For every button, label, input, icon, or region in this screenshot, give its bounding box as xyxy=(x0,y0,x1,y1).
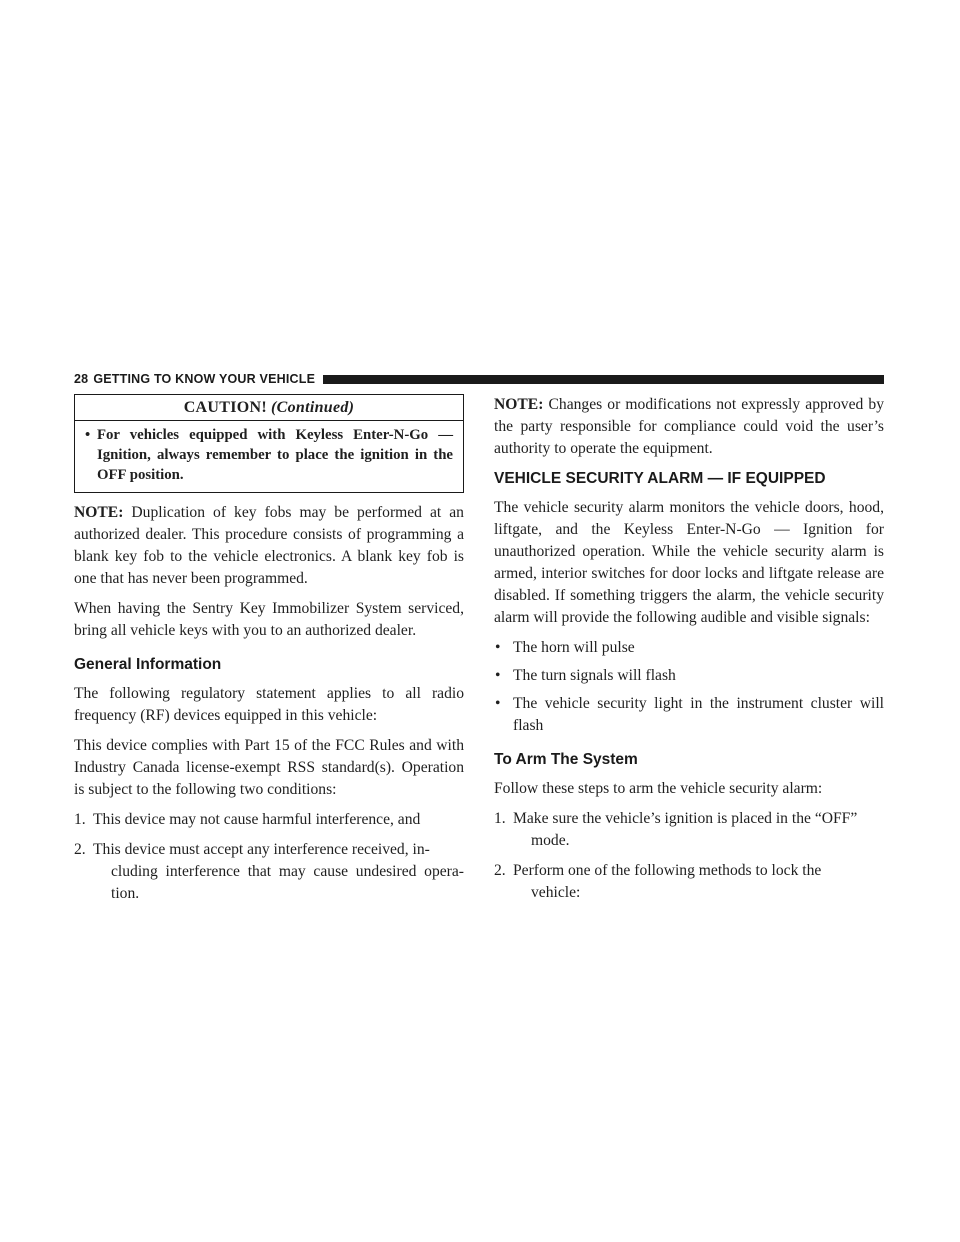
left-column xyxy=(74,394,464,913)
step-item xyxy=(494,808,884,852)
heading-general-information: General Information xyxy=(74,656,222,673)
page-number: 28 xyxy=(74,372,89,386)
caution-continued: (Continued) xyxy=(270,399,355,416)
bullet-icon: • xyxy=(495,667,501,684)
condition-text: This device must accept any interference received, in- xyxy=(93,841,430,858)
signal-text: The turn signals will flash xyxy=(513,667,676,684)
note-text: Duplication of key fobs may be performed at an authorized dealer. This procedure consists of programming a blank key fob to the vehicle electronics. A blank key fob is one that has never been programmed. xyxy=(74,504,464,587)
step-number: 2. xyxy=(494,862,506,879)
bullet-icon: • xyxy=(495,695,501,712)
caution-title xyxy=(75,395,463,421)
page-header xyxy=(74,372,884,386)
paragraph-alarm: The vehicle security alarm monitors the vehicle doors, hood, liftgate, and the Keyless Enter-N-Go — Ignition for unauthorized operation. While the vehicle security alarm is armed, interior switches for door locks and liftgate release are disabled. If something triggers the alarm, the vehicle security alarm will provide the following audible and visible signals: xyxy=(494,499,884,626)
caution-box xyxy=(74,394,464,493)
caution-item xyxy=(85,425,453,485)
paragraph-arm: Follow these steps to arm the vehicle security alarm: xyxy=(494,780,823,797)
bullet-icon: • xyxy=(85,427,91,443)
heading-vehicle-security-alarm: VEHICLE SECURITY ALARM — IF EQUIPPED xyxy=(494,470,826,487)
condition-number: 2. xyxy=(74,841,86,858)
step-text-continued: mode. xyxy=(531,832,570,849)
caution-label: CAUTION! xyxy=(183,399,267,416)
signal-item xyxy=(494,637,884,659)
signal-text: The vehicle security light in the instrument cluster will flash xyxy=(513,695,884,734)
header-rule xyxy=(323,375,884,384)
condition-item xyxy=(74,839,464,905)
note-changes xyxy=(494,394,884,460)
bullet-icon: • xyxy=(495,639,501,656)
note-text: Changes or modifications not expressly approved by the party responsible for compliance could void the user’s authority to operate the equipment. xyxy=(494,396,884,457)
page-header-text xyxy=(74,372,315,386)
right-column xyxy=(494,394,884,912)
caution-body xyxy=(75,421,463,492)
step-text-continued: vehicle: xyxy=(531,884,581,901)
paragraph-sentry-key: When having the Sentry Key Immobilizer System serviced, bring all vehicle keys with you to an authorized dealer. xyxy=(74,600,464,639)
signal-item xyxy=(494,665,884,687)
step-text: Make sure the vehicle’s ignition is placed in the “OFF” xyxy=(513,810,858,827)
condition-text: This device may not cause harmful interference, and xyxy=(93,811,421,828)
note-duplication xyxy=(74,502,464,590)
signal-text: The horn will pulse xyxy=(513,639,635,656)
caution-item-text: For vehicles equipped with Keyless Enter-N-Go — Ignition, always remember to place the ignition in the OFF position. xyxy=(97,427,453,483)
section-title: GETTING TO KNOW YOUR VEHICLE xyxy=(93,372,316,386)
signal-item xyxy=(494,693,884,737)
step-text: Perform one of the following methods to lock the xyxy=(513,862,822,879)
paragraph-regulatory: The following regulatory statement applies to all radio frequency (RF) devices equipped in this vehicle: xyxy=(74,685,464,724)
note-label: NOTE: xyxy=(494,396,544,413)
condition-text-continued: cluding interference that may cause undesired opera- tion. xyxy=(111,863,464,902)
paragraph-fcc: This device complies with Part 15 of the FCC Rules and with Industry Canada license-exempt RSS standard(s). Operation is subject to the following two conditions: xyxy=(74,737,464,798)
condition-number: 1. xyxy=(74,811,86,828)
step-item xyxy=(494,860,884,904)
note-label: NOTE: xyxy=(74,504,124,521)
heading-to-arm-the-system: To Arm The System xyxy=(494,751,638,768)
step-number: 1. xyxy=(494,810,506,827)
condition-item xyxy=(74,809,464,831)
